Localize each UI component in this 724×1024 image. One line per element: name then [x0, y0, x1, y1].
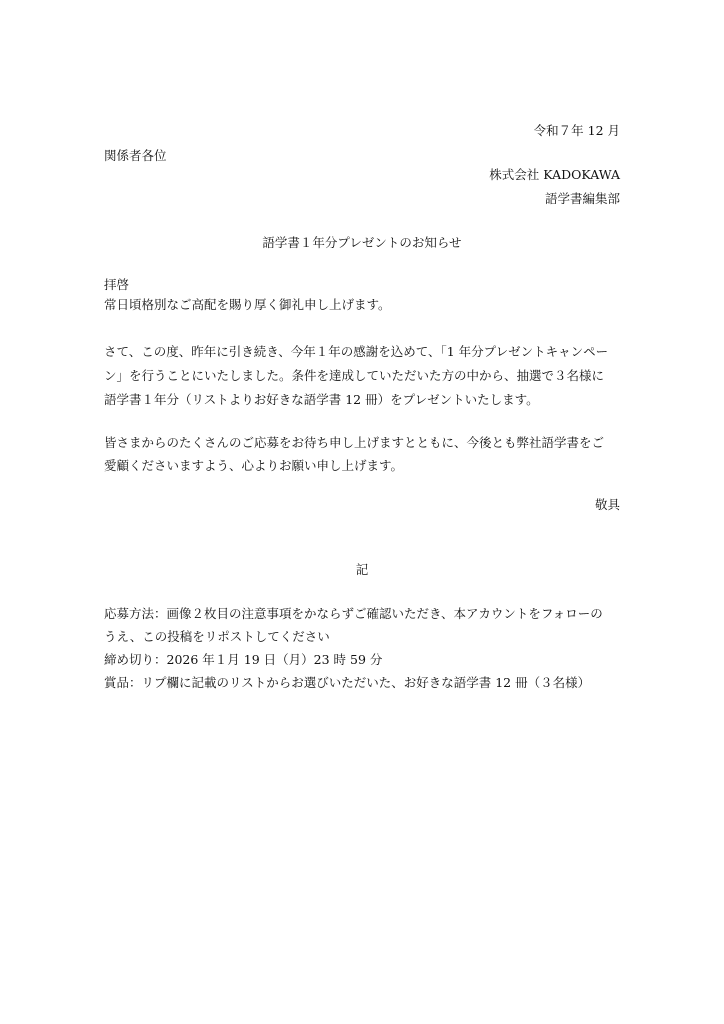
greeting-line: 常日頃格別なご高配を賜り厚く御礼申し上げます。: [104, 297, 391, 312]
addressee-line: 関係者各位: [104, 148, 167, 163]
body-paragraph1-line3: 語学書１年分（リストよりお好きな語学書 12 冊）をプレゼントいたします。: [104, 392, 539, 407]
body-paragraph1-line2: ン」を行うことにいたしました。条件を達成していただいた方の中から、抽選で３名様に: [104, 368, 605, 383]
notes-item-application-line2: うえ、この投稿をリポストしてください: [104, 629, 330, 644]
body-paragraph2-line2: 愛顧くださいますよう、心よりお願い申し上げます。: [104, 458, 404, 473]
notes-item-deadline: 締め切り：2026 年１月 19 日（月）23 時 59 分: [104, 652, 383, 667]
opening-word: 拝啓: [104, 277, 130, 292]
body-paragraph1-line1: さて、この度、昨年に引き続き、今年１年の感謝を込めて、「1 年分プレゼントキャンペー: [104, 344, 609, 359]
department-name: 語学書編集部: [544, 191, 620, 206]
notes-item-application-line1: 応募方法：画像２枚目の注意事項をかならずご確認いただき、本アカウントをフォローの: [104, 606, 603, 621]
date-line: 令和７年 12 月: [533, 123, 620, 138]
body-paragraph2-line1: 皆さまからのたくさんのご応募をお待ち申し上げますとともに、今後とも弊社語学書をご: [104, 435, 605, 450]
notes-item-prize: 賞品：リプ欄に記載のリストからお選びいただいた、お好きな語学書 12 冊（３名様）: [104, 675, 591, 690]
document-title: 語学書１年分プレゼントのお知らせ: [262, 235, 462, 250]
notes-heading: 記: [355, 562, 369, 577]
closing-word: 敬具: [594, 497, 620, 512]
company-name: 株式会社 KADOKAWA: [489, 167, 620, 182]
